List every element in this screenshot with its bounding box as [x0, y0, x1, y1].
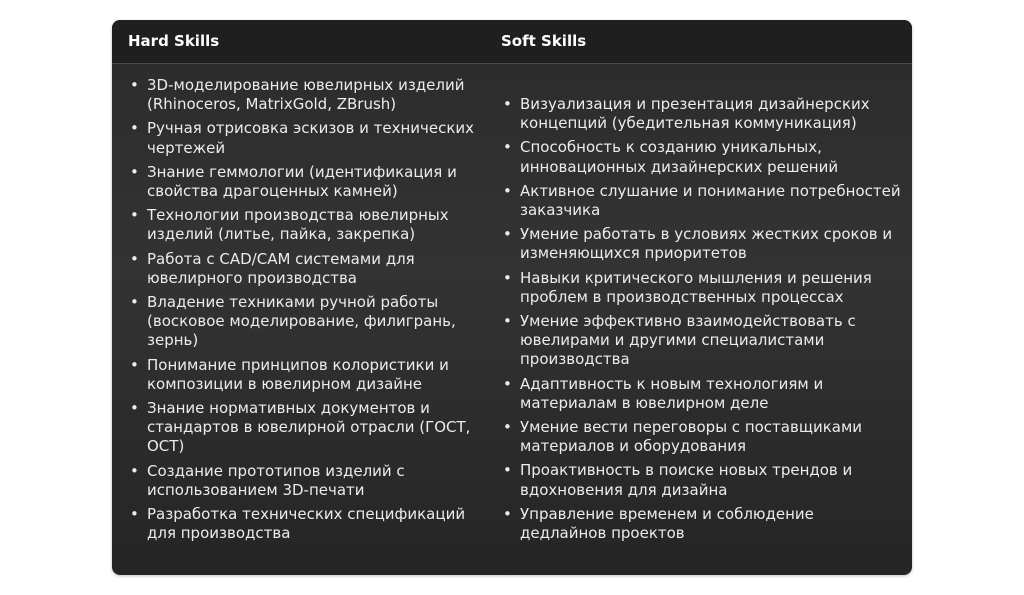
hard-skill-item: [128, 505, 488, 543]
bullet-icon: •: [130, 461, 139, 480]
bullet-icon: •: [130, 76, 139, 94]
hard-skill-item: [128, 119, 488, 157]
bullet-icon: •: [130, 249, 139, 268]
bullet-icon: •: [503, 461, 512, 480]
hard-skill-item-text: Знание геммологии (идентификация и свойства драгоценных камней): [147, 162, 457, 201]
soft-skill-item-text: Навыки критического мышления и решения проблем в производственных процессах: [520, 268, 872, 306]
soft-skill-item: [501, 225, 901, 263]
bullet-icon: •: [503, 418, 512, 437]
bullet-icon: •: [503, 181, 512, 200]
soft-skill-item: [501, 95, 901, 133]
soft-skill-item-text: Адаптивность к новым технологиям и материалам в ювелирном деле: [520, 374, 824, 412]
bullet-icon: •: [503, 374, 512, 393]
soft-skill-item: [501, 375, 901, 413]
skills-table: [112, 20, 912, 575]
bullet-icon: •: [503, 95, 512, 113]
hard-skill-item-text: Разработка технических спецификаций для производства: [147, 505, 466, 543]
soft-skill-item-text: Умение вести переговоры с поставщиками материалов и оборудования: [520, 418, 863, 456]
soft-skill-item: [501, 418, 901, 456]
hard-skill-item-text: Понимание принципов колористики и композиции в ювелирном дизайне: [147, 355, 449, 393]
soft-skills-list: [501, 95, 901, 548]
bullet-icon: •: [503, 312, 512, 331]
soft-skill-item-text: Управление временем и соблюдение дедлайнов проектов: [520, 504, 814, 543]
soft-skill-item-text: Визуализация и презентация дизайнерских концепций (убедительная коммуникация): [520, 95, 870, 133]
hard-skill-item-text: Ручная отрисовка эскизов и технических чертежей: [147, 119, 475, 157]
hard-skill-item-text: Работа с CAD/CAM системами для ювелирного производства: [147, 249, 415, 287]
hard-skill-item: [128, 462, 488, 500]
soft-skill-item: [501, 138, 901, 176]
hard-skill-item-text: Знание нормативных документов и стандартов в ювелирной отрасли (ГОСТ, ОСТ): [147, 399, 471, 456]
soft-skill-item-text: Умение эффективно взаимодействовать с ювелирами и другими специалистами производства: [520, 312, 856, 369]
hard-skill-item-text: Создание прототипов изделий с использованием 3D-печати: [147, 461, 405, 499]
bullet-icon: •: [130, 162, 139, 181]
hard-skill-item: [128, 356, 488, 394]
soft-skill-item: [501, 312, 901, 370]
soft-skill-item-text: Активное слушание и понимание потребностей заказчика: [520, 181, 901, 220]
hard-skills-list: [128, 76, 488, 548]
hard-skill-item: [128, 293, 488, 351]
bullet-icon: •: [130, 119, 139, 138]
soft-skill-item: [501, 505, 901, 543]
hard-skill-item-text: 3D-моделирование ювелирных изделий (Rhinoceros, MatrixGold, ZBrush): [147, 76, 465, 114]
soft-skill-item-text: Умение работать в условиях жестких сроков и изменяющихся приоритетов: [520, 225, 893, 263]
hard-skill-item: [128, 399, 488, 457]
table-header: [112, 20, 912, 64]
bullet-icon: •: [130, 293, 139, 312]
bullet-icon: •: [130, 505, 139, 524]
bullet-icon: •: [503, 504, 512, 523]
soft-skill-item: [501, 269, 901, 307]
hard-skill-item: [128, 76, 488, 114]
bullet-icon: •: [130, 206, 139, 225]
hard-skill-item-text: Владение техниками ручной работы (восковое моделирование, филигрань, зернь): [147, 293, 456, 350]
soft-skill-item: [501, 182, 901, 220]
bullet-icon: •: [503, 225, 512, 244]
bullet-icon: •: [130, 399, 139, 418]
bullet-icon: •: [503, 268, 512, 287]
soft-skill-item-text: Способность к созданию уникальных, инновационных дизайнерских решений: [520, 138, 839, 176]
soft-skill-item-text: Проактивность в поиске новых трендов и вдохновения для дизайна: [520, 461, 853, 499]
soft-skills-header: Soft Skills: [501, 32, 587, 50]
soft-skill-item: [501, 461, 901, 499]
hard-skills-header: Hard Skills: [128, 32, 220, 50]
hard-skill-item: [128, 206, 488, 244]
bullet-icon: •: [503, 138, 512, 157]
hard-skill-item-text: Технологии производства ювелирных изделий (литье, пайка, закрепка): [147, 206, 449, 244]
bullet-icon: •: [130, 355, 139, 374]
hard-skill-item: [128, 163, 488, 201]
hard-skill-item: [128, 250, 488, 288]
